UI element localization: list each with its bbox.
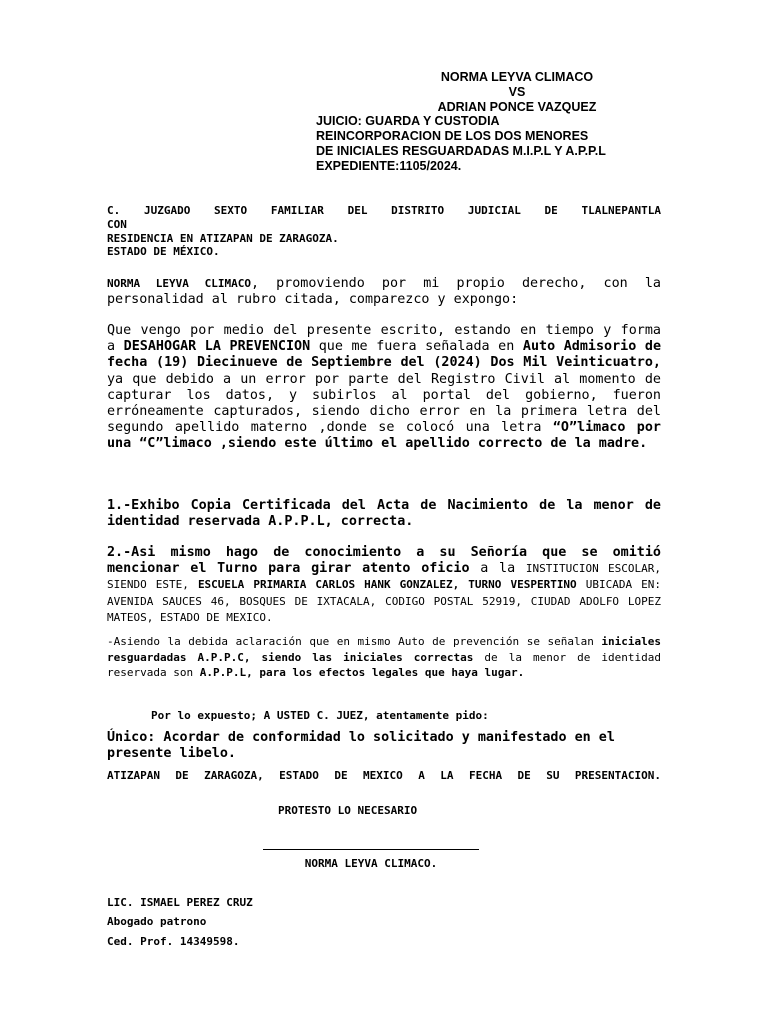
signature-name: NORMA LEYVA CLIMACO. <box>304 857 438 870</box>
addressee-line-1b: CON <box>107 217 127 231</box>
item2-bold-1: 2.-Asi mismo hago de conocimiento a su Señoría que se omitió mencionar el Turno para girar atento oficio <box>107 545 661 577</box>
request-intro: Por lo expuesto; A USTED C. JUEZ, atentamente pido: <box>151 709 489 722</box>
defendant-name: ADRIAN PONCE VAZQUEZ <box>437 100 597 114</box>
para1-bold-1: DESAHOGAR LA PREVENCION <box>123 339 311 355</box>
lawyer-role: Abogado patrono <box>107 915 207 928</box>
protesto-line: PROTESTO LO NECESARIO <box>278 804 418 817</box>
intro-paragraph <box>107 276 661 308</box>
para1-text-1: Que vengo por medio del presente escrito, estando en tiempo y forma a <box>107 323 661 355</box>
item-2-paragraph <box>107 545 661 626</box>
iniciales-line: DE INICIALES RESGUARDADAS M.I.P.L Y A.P.P.L <box>316 144 606 158</box>
addressee-line-2: RESIDENCIA EN ATIZAPAN DE ZARAGOZA. <box>107 231 339 245</box>
lawyer-name: LIC. ISMAEL PEREZ CRUZ <box>107 896 253 909</box>
lawyer-cedula: Ced. Prof. 14349598. <box>107 935 240 948</box>
plaintiff-name: NORMA LEYVA CLIMACO <box>440 70 594 84</box>
aclaracion-paragraph <box>107 634 661 681</box>
aclaracion-bold-1: iniciales resguardadas A.P.P.C, siendo las iniciales correctas <box>107 635 661 664</box>
expediente-number: EXPEDIENTE:1105/2024. <box>316 159 462 173</box>
addressee-line-3: ESTADO DE MÉXICO. <box>107 245 220 259</box>
versus-label: VS <box>508 85 526 99</box>
intro-text: , promoviendo por mi propio derecho, con la personalidad al rubro citada, comparezco y expongo: <box>107 276 661 308</box>
item2-text-2: INSTITUCION ESCOLAR, SIENDO ESTE, <box>107 562 661 592</box>
para1-bold-3: “O”limaco por una “C”limaco ,siendo este último el apellido correcto de la madre. <box>107 420 661 452</box>
prevencion-paragraph <box>107 323 661 453</box>
aclaracion-text-1: -Asiendo la debida aclaración que en mismo Auto de prevención se señalan <box>107 635 602 648</box>
aclaracion-bold-2: A.P.P.L, para los efectos legales que haya lugar. <box>199 666 525 679</box>
item2-text-1: a la <box>469 561 526 577</box>
para1-bold-2: Auto Admisorio de fecha (19) Diecinueve de Septiembre del (2024) Dos Mil Veinticuatro, <box>107 339 662 371</box>
item2-address: UBICADA EN: AVENIDA SAUCES 46, BOSQUES DE IXTACALA, CODIGO POSTAL 52919, CIUDAD ADOLFO LOPEZ MATEOS, ESTADO DE MEXICO. <box>107 578 661 624</box>
signature-line <box>263 849 479 850</box>
para1-text-3: ya que debido a un error por parte del Registro Civil al momento de capturar los datos, y subirlos al portal del gobierno, fueron erróneamente capturados, siendo dicho error en la primera letra del segundo apellido materno ,donde se colocó una letra <box>107 371 661 436</box>
place-date-text: ATIZAPAN DE ZARAGOZA, ESTADO DE MEXICO A LA FECHA DE SU PRESENTACION. <box>107 769 661 782</box>
reincorporacion-line: REINCORPORACION DE LOS DOS MENORES <box>316 129 589 143</box>
intro-name: NORMA LEYVA CLIMACO <box>107 277 251 290</box>
addressee-block <box>107 204 661 259</box>
aclaracion-text-2: de la menor de identidad reservada son <box>107 650 661 679</box>
juicio-type: JUICIO: GUARDA Y CUSTODIA <box>316 114 500 128</box>
item-1-paragraph: 1.-Exhibo Copia Certificada del Acta de Nacimiento de la menor de identidad reservada A.P.P.L, correcta. <box>107 498 661 530</box>
request-unico: Único: Acordar de conformidad lo solicitado y manifestado en el presente libelo. <box>107 730 615 762</box>
para1-text-2: que me fuera señalada en <box>310 339 523 355</box>
item2-school-name: ESCUELA PRIMARIA CARLOS HANK GONZALEZ, TURNO VESPERTINO <box>197 578 577 592</box>
place-line-1 <box>107 769 661 783</box>
addressee-line-1: C. JUZGADO SEXTO FAMILIAR DEL DISTRITO JUDICIAL DE TLALNEPANTLA <box>107 204 661 217</box>
